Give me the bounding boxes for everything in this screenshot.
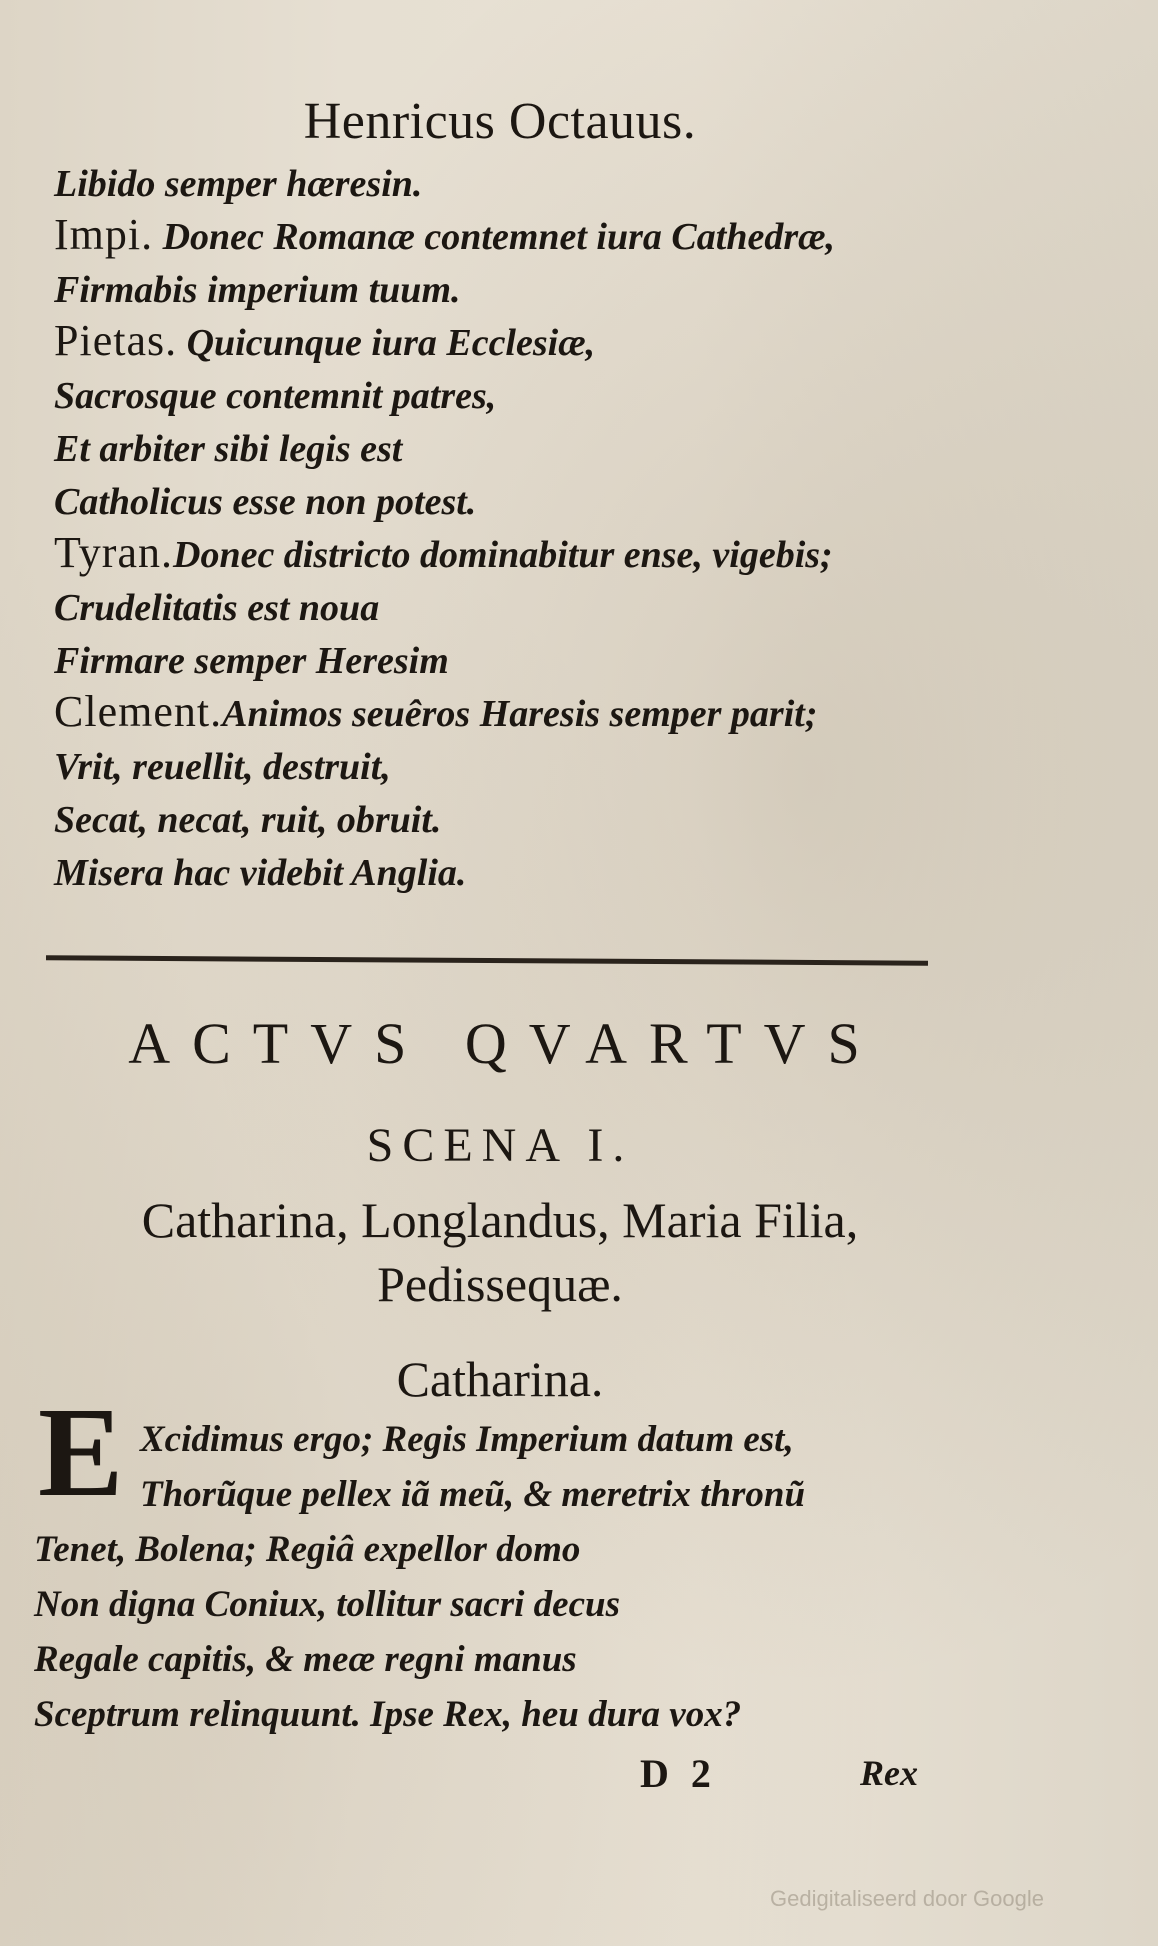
persons-line: Catharina, Longlandus, Maria Filia, <box>141 1192 859 1248</box>
verse-line <box>54 579 954 632</box>
speech-line: Non digna Coniux, tollitur sacri decus <box>34 1584 620 1625</box>
speech-line: Regale capitis, & meæ regni manus <box>34 1639 577 1680</box>
speaker-label: Tyran. <box>54 528 173 577</box>
verse-text: Animos seuêros Haresis semper parit; <box>222 693 818 735</box>
verse-line <box>54 526 954 579</box>
verse-line <box>54 844 954 897</box>
scene-title: SCENA I. <box>366 1119 634 1172</box>
verse-line <box>54 738 954 791</box>
verse-line <box>54 155 954 208</box>
verse-line <box>54 473 954 526</box>
catchword: Rex <box>860 1753 918 1793</box>
verse-text: Sacrosque contemnit patres, <box>54 375 497 417</box>
verse-text: Misera hac videbit Anglia. <box>54 852 467 894</box>
speaker-label: Impi. <box>54 210 154 259</box>
verse-text: Secat, necat, ruit, obruit. <box>54 799 442 841</box>
verse-line <box>54 632 954 685</box>
speaker-label: Pietas. <box>54 316 178 365</box>
speech-speaker: Catharina. <box>396 1351 604 1407</box>
verse-line <box>54 261 954 314</box>
verse-text: Donec districto dominabitur ense, vigebis; <box>173 534 833 576</box>
dramatis-personae <box>60 1188 940 1316</box>
verse-text: Quicunque iura Ecclesiæ, <box>177 322 596 364</box>
verse-text: Et arbiter sibi legis est <box>54 428 403 470</box>
verse-line <box>54 314 954 367</box>
horizontal-rule <box>46 955 928 965</box>
verse-text: Firmabis imperium tuum. <box>54 269 461 311</box>
verse-line <box>54 791 954 844</box>
verse-line <box>54 685 954 738</box>
digitization-watermark: Gedigitaliseerd door Google <box>770 1886 1044 1911</box>
verse-text: Firmare semper Heresim <box>54 640 449 682</box>
speech-line: Tenet, Bolena; Regiâ expellor domo <box>34 1529 581 1570</box>
speech-line: Xcidimus ergo; Regis Imperium datum est, <box>140 1419 794 1460</box>
verse-text: Crudelitatis est noua <box>54 587 380 629</box>
speech-line: Thorũque pellex iã meũ, & meretrix thronũ <box>140 1474 806 1515</box>
speech-block <box>34 1412 954 1742</box>
verse-block <box>54 155 954 897</box>
verse-line <box>54 420 954 473</box>
speaker-label: Clement. <box>54 687 223 736</box>
verse-text: Libido semper hæresin. <box>54 163 423 205</box>
speech-line: Sceptrum relinquunt. Ipse Rex, heu dura vox? <box>34 1694 742 1735</box>
verse-line <box>54 367 954 420</box>
verse-text: Catholicus esse non potest. <box>54 481 477 523</box>
verse-line <box>54 208 954 261</box>
act-title: ACTVS QVARTVS <box>128 1011 882 1076</box>
signature-mark: D 2 <box>640 1751 717 1796</box>
drop-capital: E <box>38 1381 124 1523</box>
verse-text: Donec Romanæ contemnet iura Cathedræ, <box>153 216 836 258</box>
running-header: Henricus Octauus. <box>303 93 697 150</box>
persons-line: Pedissequæ. <box>377 1256 623 1312</box>
verse-text: Vrit, reuellit, destruit, <box>54 746 391 788</box>
